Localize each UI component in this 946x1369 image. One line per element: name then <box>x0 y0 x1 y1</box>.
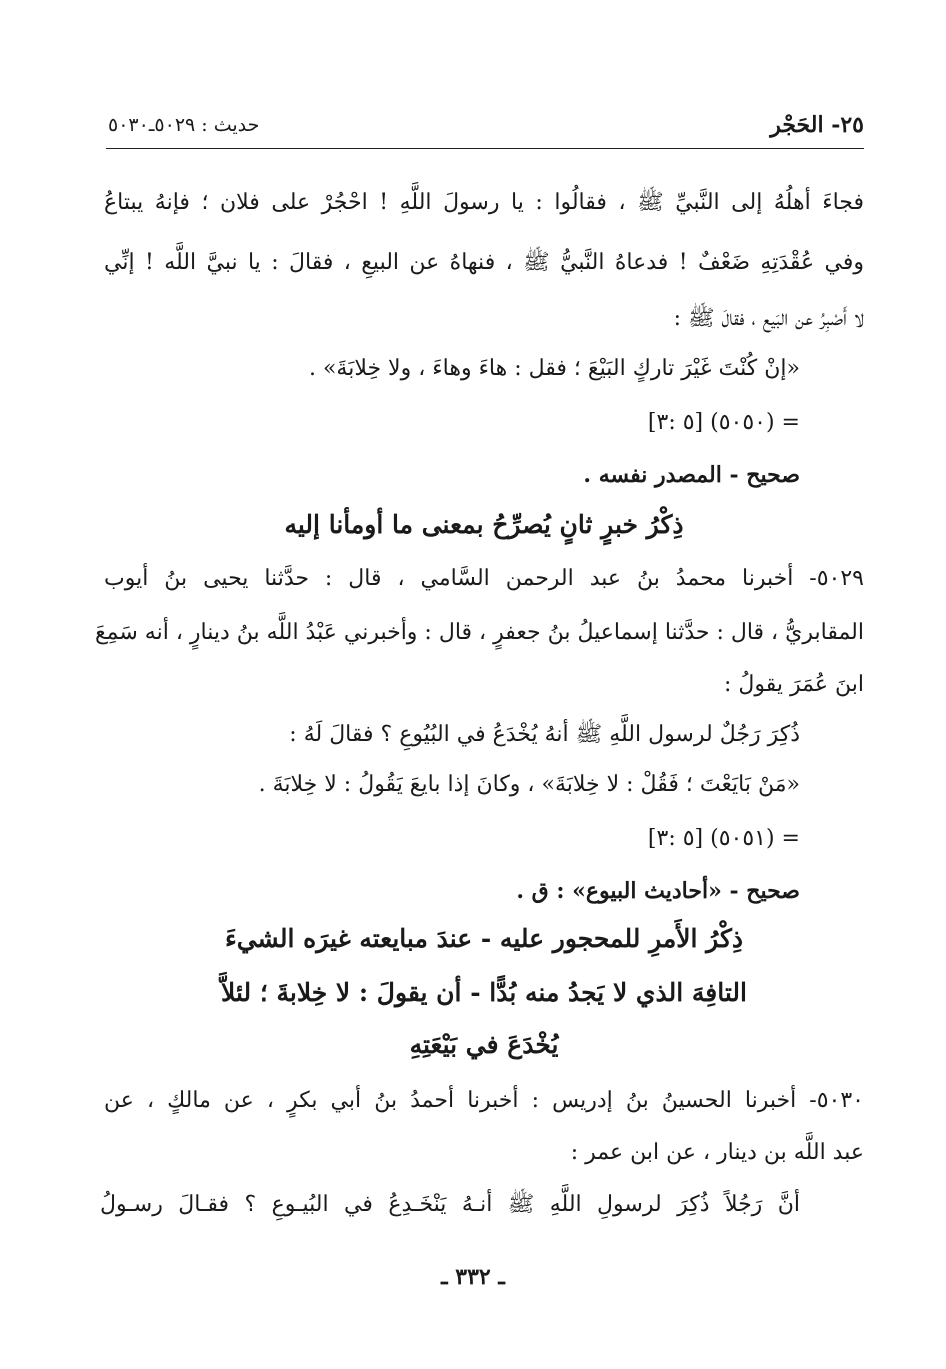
hadith-quote: «مَنْ بَايَعْتَ ؛ فَقُلْ : لا خِلابَةَ» ، وكانَ إذا بايعَ يَقُولُ : لا خِلابَةَ . <box>258 772 800 797</box>
grading-note: صحيح - المصدر نفسه . <box>583 462 800 488</box>
text-line: لا أَصْبِرُ عن البَيع ، فقالَ ﷺ : <box>673 306 864 331</box>
section-heading: ذِكْرُ خبرٍ ثانٍ يُصرِّحُ بمعنى ما أومأنا إليه <box>284 510 684 539</box>
text-line: فجاءَ أهلُهُ إلى النَّبيِّ ﷺ ، فقالُوا : يا رسولَ اللَّهِ ! احْجُرْ على فلان ؛ فإنهُ يبتاعُ <box>104 190 864 215</box>
hadith-quote: «إنْ كُنْتَ غَيْرَ تاركٍ البَيْعَ ؛ فقل : هاءَ وهاءَ ، ولا خِلابَةَ» . <box>308 356 800 381</box>
grading-note: صحيح - «أحاديث البيوع» : ق . <box>516 878 800 904</box>
section-heading: ذِكْرُ الأَمرِ للمحجور عليه - عندَ مبايعته غيرَه الشيءَ <box>224 924 744 953</box>
isnad-line: ٥٠٢٩- أخبرنا محمدُ بنُ عبد الرحمن السَّامي ، قال : حدَّثنا يحيى بنُ أيوب <box>104 566 864 591</box>
section-heading: يُخْدَعَ في بَيْعَتِهِ <box>409 1030 559 1059</box>
section-heading: التافِهَ الذي لا يَجدُ منه بُدًّا - أن يقولَ : لا خِلابةَ ؛ لئلاَّ <box>221 978 747 1007</box>
matn-line: ذُكِرَ رَجُلٌ لرسول اللَّهِ ﷺ أنهُ يُخْدَعُ في البُيُوعِ ؟ فقالَ لَهُ : <box>289 722 800 747</box>
chapter-title: ٢٥- الحَجْر <box>770 112 864 138</box>
isnad-line: ٥٠٣٠- أخبرنا الحسينُ بنُ إدريس : أخبرنا أحمدُ بنُ أبي بكرٍ ، عن مالكٍ ، عن <box>104 1088 864 1113</box>
running-header <box>108 112 864 148</box>
isnad-line: عبد اللَّه بن دينار ، عن ابن عمر : <box>570 1140 864 1165</box>
matn-line: أنَّ رَجُلاً ذُكِرَ لرسولِ اللَّهِ ﷺ أنـهُ يَنْخَـدِعُ في البُيـوعِ ؟ فقـالَ رسـولُ <box>100 1192 800 1217</box>
text-line: وفي عُقْدَتِهِ ضَعْفٌ ! فدعاهُ النَّبيُّ ﷺ ، فنهاهُ عن البيعِ ، فقالَ : يا نبيَّ اللَّه ! إنِّي <box>104 250 864 275</box>
hadith-range: حديث : ٥٠٢٩ـ٥٠٣٠ <box>108 114 260 136</box>
isnad-line: المقابريُّ ، قال : حدَّثنا إسماعيلُ بنُ جعفرٍ ، قال : وأخبرني عَبْدُ اللَّه بنُ دينارٍ ، أنه سَمِعَ <box>94 620 864 645</box>
isnad-line: ابنَ عُمَرَ يقولُ : <box>724 672 864 697</box>
page-number: ـ ٣٣٢ ـ <box>441 1264 505 1290</box>
cross-reference: = (٥٠٥١) [٥ :٣] <box>647 826 800 851</box>
header-rule <box>106 148 864 149</box>
cross-reference: = (٥٠٥٠) [٥ :٣] <box>647 410 800 435</box>
